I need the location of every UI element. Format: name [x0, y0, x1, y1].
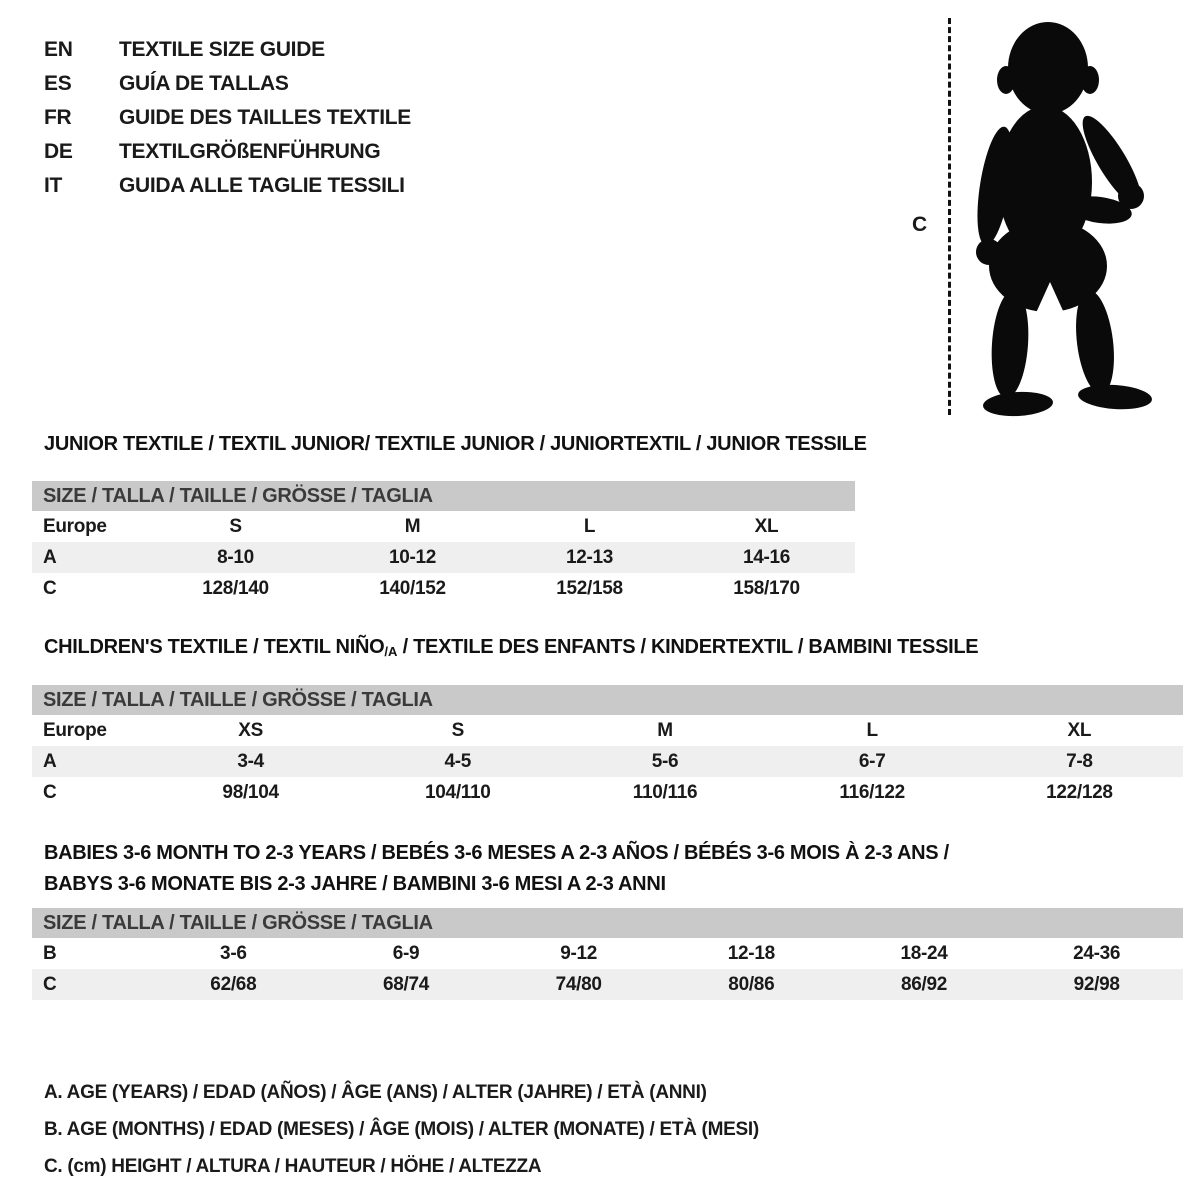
height-cell: 86/92: [900, 974, 948, 995]
legend-line-b: B. AGE (MONTHS) / EDAD (MESES) / ÂGE (MOIS) / ALTER (MONATE) / ETÀ (MESI): [44, 1119, 759, 1140]
language-code: FR: [44, 106, 72, 129]
size-header-bar: SIZE / TALLA / TAILLE / GRÖSSE / TAGLIA: [32, 908, 1183, 938]
row-label: A: [43, 751, 57, 772]
language-code: EN: [44, 38, 73, 61]
baby-silhouette-icon: [955, 14, 1160, 419]
size-cell: M: [657, 720, 673, 741]
table-row-height: [32, 573, 855, 604]
size-header-bar: SIZE / TALLA / TAILLE / GRÖSSE / TAGLIA: [32, 481, 855, 511]
height-cell: 92/98: [1073, 974, 1120, 995]
age-cell: 10-12: [388, 547, 437, 568]
height-cell: 74/80: [555, 974, 602, 995]
age-cell: 8-10: [217, 547, 254, 568]
size-cell: L: [583, 516, 596, 537]
height-cell: 152/158: [556, 578, 623, 599]
table-row-europe: [32, 511, 855, 542]
language-code: ES: [44, 72, 72, 95]
language-guide-title: TEXTILE SIZE GUIDE: [119, 38, 325, 61]
height-cell: 128/140: [202, 578, 269, 599]
height-cell: 104/110: [425, 782, 491, 803]
language-title-list: [44, 33, 411, 203]
babies-size-table: [32, 908, 1183, 1000]
children-title-rest: / TEXTILE DES ENFANTS / KINDERTEXTIL / BAMBINI TESSILE: [397, 636, 979, 658]
height-cell: 122/128: [1046, 782, 1113, 803]
height-measure-dashed-line: [948, 18, 951, 415]
row-label: C: [43, 974, 57, 995]
size-cell: XL: [754, 516, 779, 537]
language-guide-title: GUÍA DE TALLAS: [119, 72, 289, 95]
age-cell: 6-9: [392, 943, 420, 964]
table-row-age: [32, 746, 1183, 777]
language-row-es: [44, 67, 411, 101]
age-cell: 12-18: [727, 943, 775, 964]
table-row-height: [32, 969, 1183, 1000]
height-cell: 62/68: [210, 974, 257, 995]
age-cell: 12-13: [565, 547, 614, 568]
children-title-sub: /A: [384, 644, 398, 659]
language-code: DE: [44, 140, 73, 163]
language-code: IT: [44, 174, 63, 197]
age-cell: 3-6: [220, 943, 247, 964]
size-cell: S: [229, 516, 242, 537]
size-cell: M: [404, 516, 421, 537]
age-cell: 24-36: [1073, 943, 1121, 964]
size-cell: XL: [1067, 720, 1092, 741]
age-cell: 7-8: [1066, 751, 1093, 772]
measure-legend: [44, 1074, 759, 1185]
junior-section-title: JUNIOR TEXTILE / TEXTIL JUNIOR/ TEXTILE JUNIOR / JUNIORTEXTIL / JUNIOR TESSILE: [44, 433, 867, 455]
age-cell: 9-12: [560, 943, 598, 964]
age-cell: 6-7: [858, 751, 886, 772]
language-guide-title: GUIDE DES TAILLES TEXTILE: [119, 106, 411, 129]
row-label: C: [43, 782, 57, 803]
language-row-it: [44, 169, 411, 203]
age-cell: 18-24: [900, 943, 948, 964]
size-cell: S: [451, 720, 464, 741]
age-cell: 14-16: [742, 547, 791, 568]
language-guide-title: GUIDA ALLE TAGLIE TESSILI: [119, 174, 405, 197]
legend-line-a: A. AGE (YEARS) / EDAD (AÑOS) / ÂGE (ANS) / ALTER (JAHRE) / ETÀ (ANNI): [44, 1082, 707, 1103]
row-label: A: [43, 547, 57, 568]
height-measure-label: C: [912, 213, 927, 236]
babies-section-title: [44, 838, 949, 900]
language-row-en: [44, 33, 411, 67]
children-section-title: [44, 636, 978, 659]
height-cell: 110/116: [632, 782, 698, 803]
size-cell: XS: [238, 720, 263, 741]
table-row-europe: [32, 715, 1183, 746]
height-cell: 158/170: [733, 578, 800, 599]
language-row-de: [44, 135, 411, 169]
row-label: Europe: [43, 720, 107, 741]
children-size-table: [32, 685, 1183, 808]
legend-line-c: C. (cm) HEIGHT / ALTURA / HAUTEUR / HÖHE / ALTEZZA: [44, 1156, 542, 1177]
language-row-fr: [44, 101, 411, 135]
size-header-bar: SIZE / TALLA / TAILLE / GRÖSSE / TAGLIA: [32, 685, 1183, 715]
row-label: Europe: [43, 516, 107, 537]
age-cell: 4-5: [444, 751, 472, 772]
height-cell: 68/74: [382, 974, 430, 995]
height-cell: 80/86: [728, 974, 775, 995]
babies-title-line2: BABYS 3-6 MONATE BIS 2-3 JAHRE / BAMBINI 3-6 MESI A 2-3 ANNI: [44, 873, 666, 895]
junior-size-table: [32, 481, 855, 604]
table-row-age: [32, 542, 855, 573]
row-label: B: [43, 943, 57, 964]
babies-title-line1: BABIES 3-6 MONTH TO 2-3 YEARS / BEBÉS 3-6 MESES A 2-3 AÑOS / BÉBÉS 3-6 MOIS À 2-3 ANS /: [44, 842, 949, 864]
language-guide-title: TEXTILGRÖßENFÜHRUNG: [119, 140, 381, 163]
table-row-height: [32, 777, 1183, 808]
height-cell: 140/152: [379, 578, 446, 599]
age-cell: 5-6: [651, 751, 679, 772]
height-cell: 98/104: [222, 782, 279, 803]
size-cell: L: [866, 720, 878, 741]
age-cell: 3-4: [237, 751, 264, 772]
table-row-age-months: [32, 938, 1183, 969]
height-cell: 116/122: [839, 782, 905, 803]
children-title-main: CHILDREN'S TEXTILE / TEXTIL NIÑO: [44, 636, 385, 658]
row-label: C: [43, 578, 57, 599]
